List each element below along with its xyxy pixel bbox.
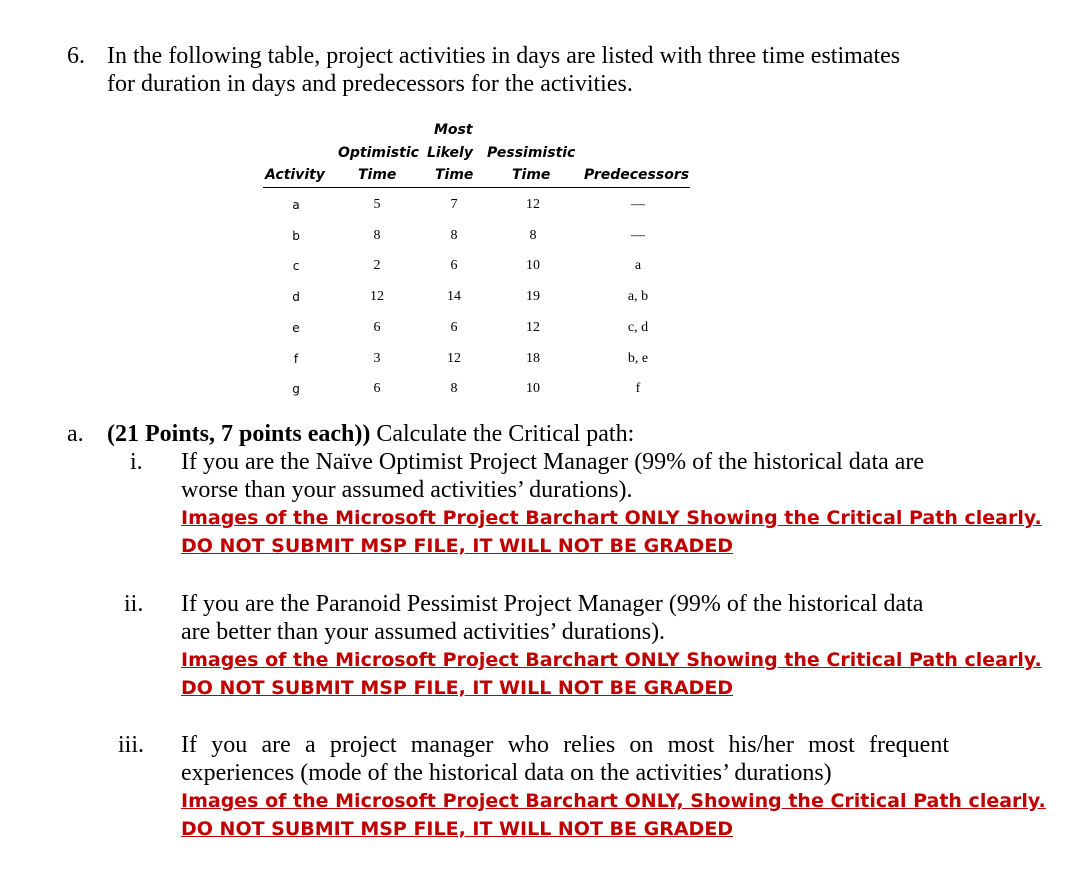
item-iii-line2: experiences (mode of the historical data on the activities’ durations) (181, 760, 832, 786)
header-likely: Likely (427, 145, 473, 161)
item-iii-line1: If you are a project manager who relies on most his/her most frequent (181, 732, 949, 758)
cell-predecessors: — (631, 227, 645, 243)
item-i-red-note1: Images of the Microsoft Project Barchart ONLY Showing the Critical Path clearly. (181, 507, 1042, 529)
cell-most-likely: 8 (450, 227, 458, 243)
cell-predecessors: c, d (627, 319, 649, 335)
header-pessimistic-time: Time (512, 167, 551, 183)
header-most: Most (434, 122, 473, 138)
header-likely-time: Time (435, 167, 474, 183)
cell-activity: a (292, 198, 300, 212)
cell-predecessors: a (634, 258, 642, 274)
cell-most-likely: 7 (450, 197, 458, 212)
cell-predecessors: a, b (627, 289, 649, 305)
part-a-points: (21 Points, 7 points each)) (107, 421, 371, 447)
item-i-text (181, 448, 1042, 560)
cell-optimistic: 5 (373, 197, 381, 212)
question-text-line1: In the following table, project activities in days are listed with three time estimates (107, 43, 901, 69)
question-number: 6. (67, 43, 85, 69)
cell-optimistic: 12 (370, 289, 384, 305)
cell-most-likely: 6 (450, 258, 458, 274)
cell-most-likely: 14 (447, 289, 461, 305)
item-i-numeral: i. (130, 449, 143, 475)
cell-pessimistic: 18 (526, 350, 540, 366)
cell-pessimistic: 12 (526, 197, 540, 212)
item-ii-numeral: ii. (124, 591, 144, 617)
item-ii-line1: If you are the Paranoid Pessimist Project Manager (99% of the historical data (181, 591, 924, 617)
question-text-line2: for duration in days and predecessors for the activities. (107, 71, 633, 97)
cell-activity: f (293, 351, 299, 366)
item-iii-red-note2: DO NOT SUBMIT MSP FILE, IT WILL NOT BE GRADED (181, 818, 734, 840)
cell-pessimistic: 10 (526, 258, 540, 274)
item-iii-text (181, 731, 1046, 843)
cell-activity: c (292, 259, 300, 274)
cell-activity: e (292, 320, 300, 335)
cell-pessimistic: 8 (529, 227, 537, 243)
cell-predecessors: — (631, 197, 645, 212)
cell-predecessors: f (635, 381, 641, 397)
cell-most-likely: 6 (450, 319, 458, 335)
header-optimistic: Optimistic (338, 145, 419, 161)
cell-optimistic: 3 (373, 350, 381, 366)
header-optimistic-time: Time (358, 167, 397, 183)
item-ii-line2: are better than your assumed activities’ durations). (181, 619, 666, 645)
item-ii-text (181, 590, 1042, 702)
item-iii-red-note1: Images of the Microsoft Project Barchart ONLY, Showing the Critical Path clearly. (181, 790, 1046, 812)
cell-optimistic: 6 (373, 381, 381, 397)
item-ii-red-note1: Images of the Microsoft Project Barchart ONLY Showing the Critical Path clearly. (181, 649, 1042, 671)
header-activity: Activity (265, 167, 325, 183)
table-header-rule (263, 187, 690, 188)
cell-most-likely: 12 (447, 350, 461, 366)
item-i-line1: If you are the Naïve Optimist Project Manager (99% of the historical data are (181, 449, 925, 475)
item-iii-numeral: iii. (118, 732, 145, 758)
cell-optimistic: 8 (373, 227, 381, 243)
cell-optimistic: 6 (373, 319, 381, 335)
part-a-instruction: Calculate the Critical path: (370, 421, 635, 447)
header-pessimistic: Pessimistic (487, 145, 576, 161)
cell-pessimistic: 12 (526, 319, 540, 335)
item-i-line2: worse than your assumed activities’ durations). (181, 477, 633, 503)
cell-optimistic: 2 (373, 258, 381, 274)
cell-activity: g (292, 382, 300, 397)
cell-most-likely: 8 (450, 381, 458, 397)
cell-predecessors: b, e (627, 350, 649, 366)
part-a-label: a. (67, 421, 84, 447)
header-predecessors: Predecessors (584, 167, 690, 183)
cell-pessimistic: 10 (526, 381, 540, 397)
item-ii-red-note2: DO NOT SUBMIT MSP FILE, IT WILL NOT BE GRADED (181, 677, 734, 699)
part-a-heading (107, 420, 634, 448)
cell-activity: d (292, 290, 300, 305)
cell-activity: b (292, 228, 300, 243)
item-i-red-note2: DO NOT SUBMIT MSP FILE, IT WILL NOT BE GRADED (181, 535, 734, 557)
cell-pessimistic: 19 (526, 289, 540, 305)
